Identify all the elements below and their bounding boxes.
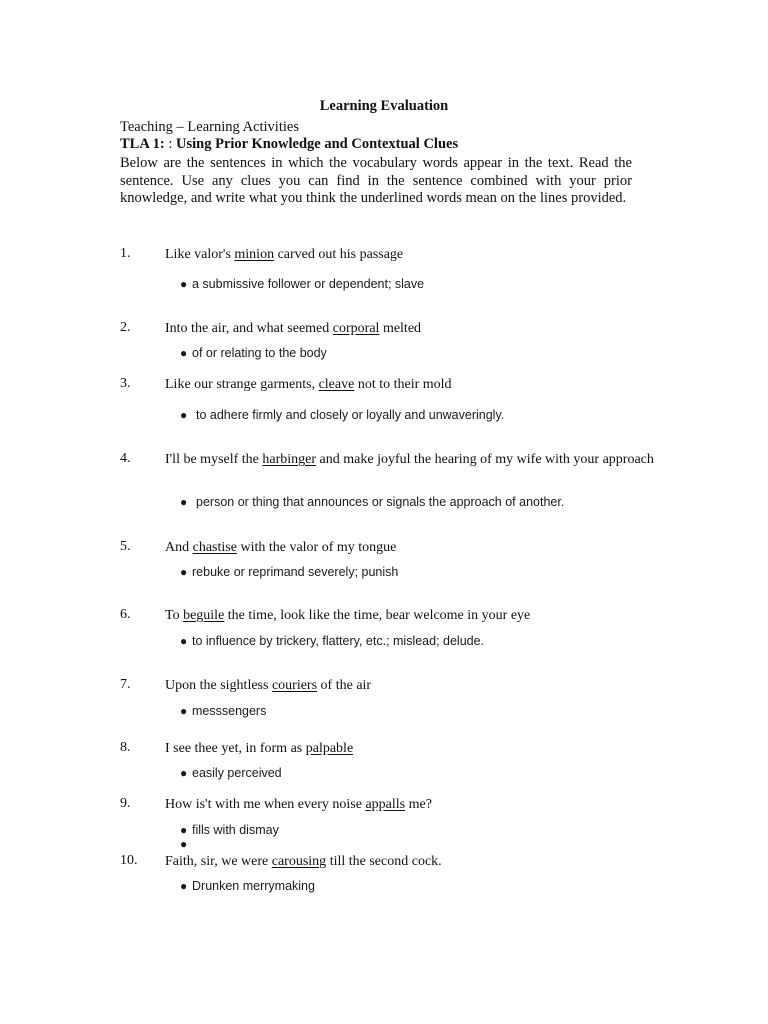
vocab-word: cleave [318, 377, 355, 392]
item-number: 7. [120, 677, 131, 692]
instructions: Below are the sentences in which the vocabulary words appear in the text. Read the sentence. Use any clues you can find in the sentence combined with your prior knowledge, and write what you think the underlined words mean on the lines provided. [120, 155, 632, 206]
item-number: 4. [120, 451, 131, 466]
answer-text: a submissive follower or dependent; slave [192, 277, 425, 291]
bullet-dot-icon: ● [180, 565, 188, 579]
item-sentence: Like our strange garments, cleave not to their mold [165, 377, 452, 392]
vocab-word: chastise [192, 540, 237, 555]
bullet-dot-icon: ● [180, 879, 188, 893]
vocab-word: corporal [332, 321, 380, 336]
answer-text: of or relating to the body [192, 346, 327, 360]
bullet-dot-icon: ● [180, 495, 188, 509]
answer-text: Drunken merrymaking [192, 879, 315, 893]
answer-2 [180, 346, 327, 360]
tla-label: TLA 1: [120, 136, 165, 152]
bullet-dot-icon: ● [180, 704, 188, 718]
answer-10 [180, 879, 315, 893]
answer-6 [180, 634, 484, 648]
answer-text: rebuke or reprimand severely; punish [192, 565, 399, 579]
vocab-word: carousing [271, 854, 327, 869]
page-title: Learning Evaluation [319, 98, 449, 114]
tla-heading [120, 136, 458, 153]
bullet-dot-icon: ● [180, 766, 188, 780]
item-number: 9. [120, 796, 131, 811]
answer-5 [180, 565, 398, 579]
vocab-word: minion [234, 247, 275, 262]
tla-separator: : [164, 136, 176, 152]
vocab-word: appalls [365, 797, 406, 812]
answer-4 [180, 495, 564, 509]
answer-text: to influence by trickery, flattery, etc.; mislead; delude. [192, 634, 485, 648]
answer-text: easily perceived [192, 766, 282, 780]
answer-3 [180, 408, 504, 422]
empty-bullet [180, 837, 192, 851]
item-sentence: Upon the sightless couriers of the air [165, 678, 372, 693]
answer-text: to adhere firmly and closely or loyally and unwaveringly. [196, 408, 505, 422]
item-number: 5. [120, 539, 131, 554]
item-number: 1. [120, 246, 131, 261]
answer-text: fills with dismay [192, 823, 279, 837]
item-sentence: How is't with me when every noise appalls me? [165, 797, 432, 812]
item-number: 8. [120, 740, 131, 755]
answer-1 [180, 277, 424, 291]
item-sentence: I see thee yet, in form as palpable [165, 741, 354, 756]
item-number: 2. [120, 320, 131, 335]
bullet-dot-icon: ● [180, 277, 188, 291]
item-sentence: Like valor's minion carved out his passage [165, 247, 404, 262]
item-number: 6. [120, 607, 131, 622]
bullet-dot-icon: ● [180, 408, 188, 422]
answer-7 [180, 704, 266, 718]
bullet-dot-icon: ● [180, 634, 188, 648]
item-sentence: And chastise with the valor of my tongue [165, 540, 397, 555]
bullet-dot-icon: ● [180, 823, 188, 837]
vocab-word: couriers [271, 678, 318, 693]
tla-title: Using Prior Knowledge and Contextual Clues [176, 136, 459, 152]
answer-8 [180, 766, 282, 780]
item-sentence: Faith, sir, we were carousing till the second cock. [165, 854, 442, 869]
item-number: 3. [120, 376, 131, 391]
answer-9 [180, 823, 279, 837]
vocab-word: beguile [183, 608, 225, 623]
vocab-word: palpable [305, 741, 354, 756]
subtitle: Teaching – Learning Activities [120, 119, 299, 135]
answer-text: messsengers [192, 704, 267, 718]
item-sentence: I'll be myself the harbinger and make joyful the hearing of my wife with your approach [165, 452, 654, 467]
item-sentence: To beguile the time, look like the time, bear welcome in your eye [165, 608, 531, 623]
bullet-dot-icon: ● [180, 346, 188, 360]
answer-text: person or thing that announces or signals the approach of another. [196, 495, 565, 509]
vocab-word: harbinger [262, 452, 317, 467]
item-sentence: Into the air, and what seemed corporal melted [165, 321, 422, 336]
item-number: 10. [120, 853, 138, 868]
bullet-dot-icon: ● [180, 837, 188, 851]
